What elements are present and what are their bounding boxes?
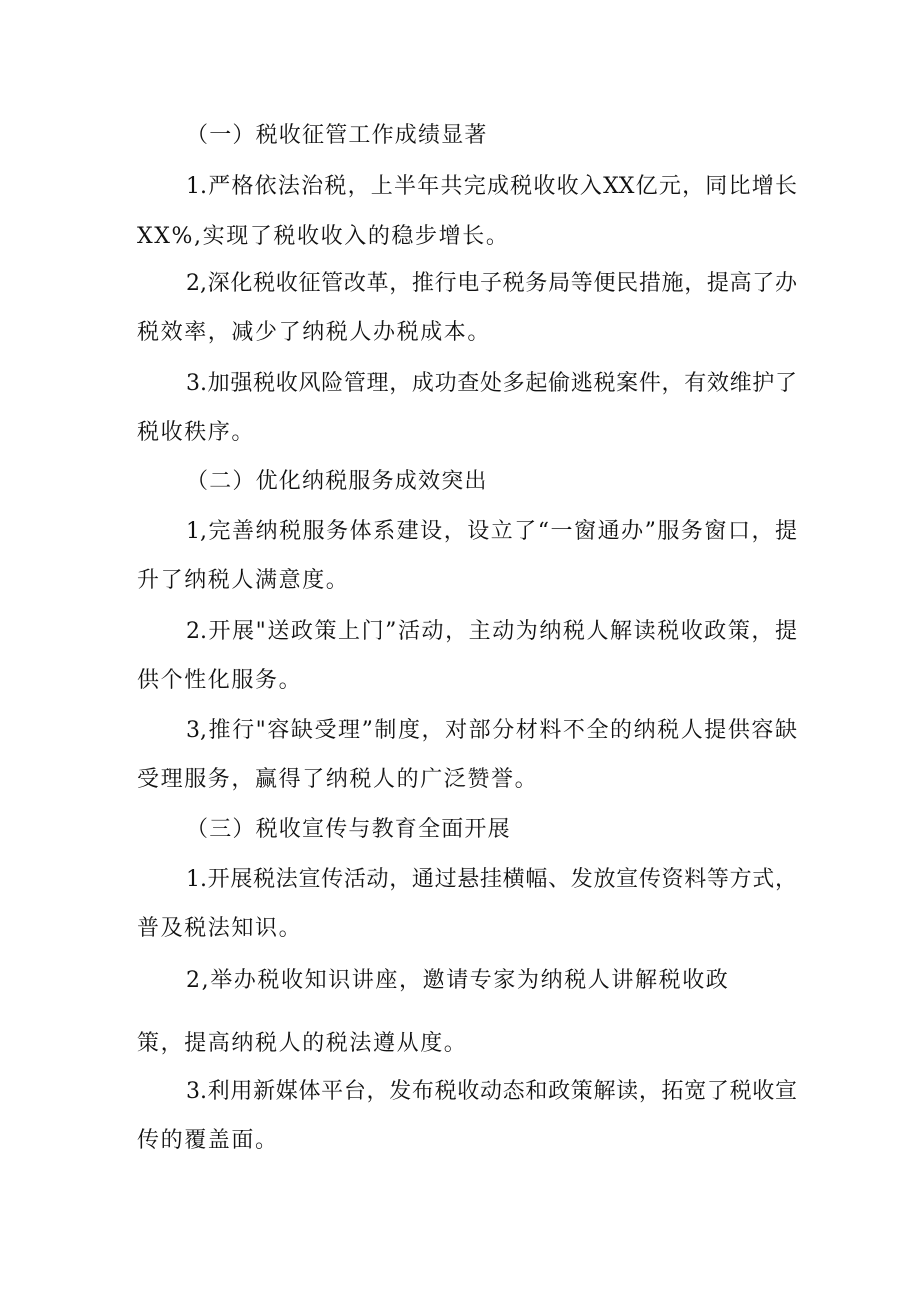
paragraph-line: 1.严格依法治税，上半年共完成税收收入XX亿元，同比增长 — [186, 174, 797, 199]
paragraph-line: 传的覆盖面。 — [137, 1128, 279, 1153]
paragraph-line: 2,举办税收知识讲座，邀请专家为纳税人讲解税收政 — [186, 968, 730, 993]
paragraph-line: 供个性化服务。 — [137, 668, 303, 693]
paragraph-line: 策，提高纳税人的税法遵从度。 — [137, 1031, 468, 1056]
paragraph-line: 2.开展"送政策上门”活动，主动为纳税人解读税收政策，提 — [186, 619, 797, 644]
section-heading-3: （三）税收宣传与教育全面开展 — [186, 817, 511, 842]
paragraph-line: 3.利用新媒体平台，发布税收动态和政策解读，拓宽了税收宣 — [186, 1079, 797, 1104]
paragraph-line: 税效率，减少了纳税人办税成本。 — [137, 320, 492, 345]
paragraph-line: 普及税法知识。 — [137, 916, 303, 941]
section-heading-2: （二）优化纳税服务成效突出 — [186, 469, 488, 494]
paragraph-line: 税收秩序。 — [137, 420, 256, 445]
paragraph-line: 3.加强税收风险管理，成功查处多起偷逃税案件，有效维护了 — [186, 371, 797, 396]
paragraph-line: 受理服务，赢得了纳税人的广泛赞誉。 — [137, 767, 539, 792]
paragraph-line: 2,深化税收征管改革，推行电子税务局等便民措施，提高了办 — [186, 271, 797, 296]
section-heading-1: （一）税收征管工作成绩显著 — [186, 123, 488, 148]
paragraph-line: XX%,实现了税收收入的稳步增长。 — [137, 224, 510, 249]
paragraph-line: 升了纳税人满意度。 — [137, 568, 350, 593]
paragraph-line: 1.开展税法宣传活动，通过悬挂横幅、发放宣传资料等方式， — [186, 867, 797, 892]
paragraph-line: 3,推行"容缺受理”制度，对部分材料不全的纳税人提供容缺 — [186, 718, 797, 743]
paragraph-line: 1,完善纳税服务体系建设，设立了“一窗通办”服务窗口，提 — [186, 519, 797, 544]
